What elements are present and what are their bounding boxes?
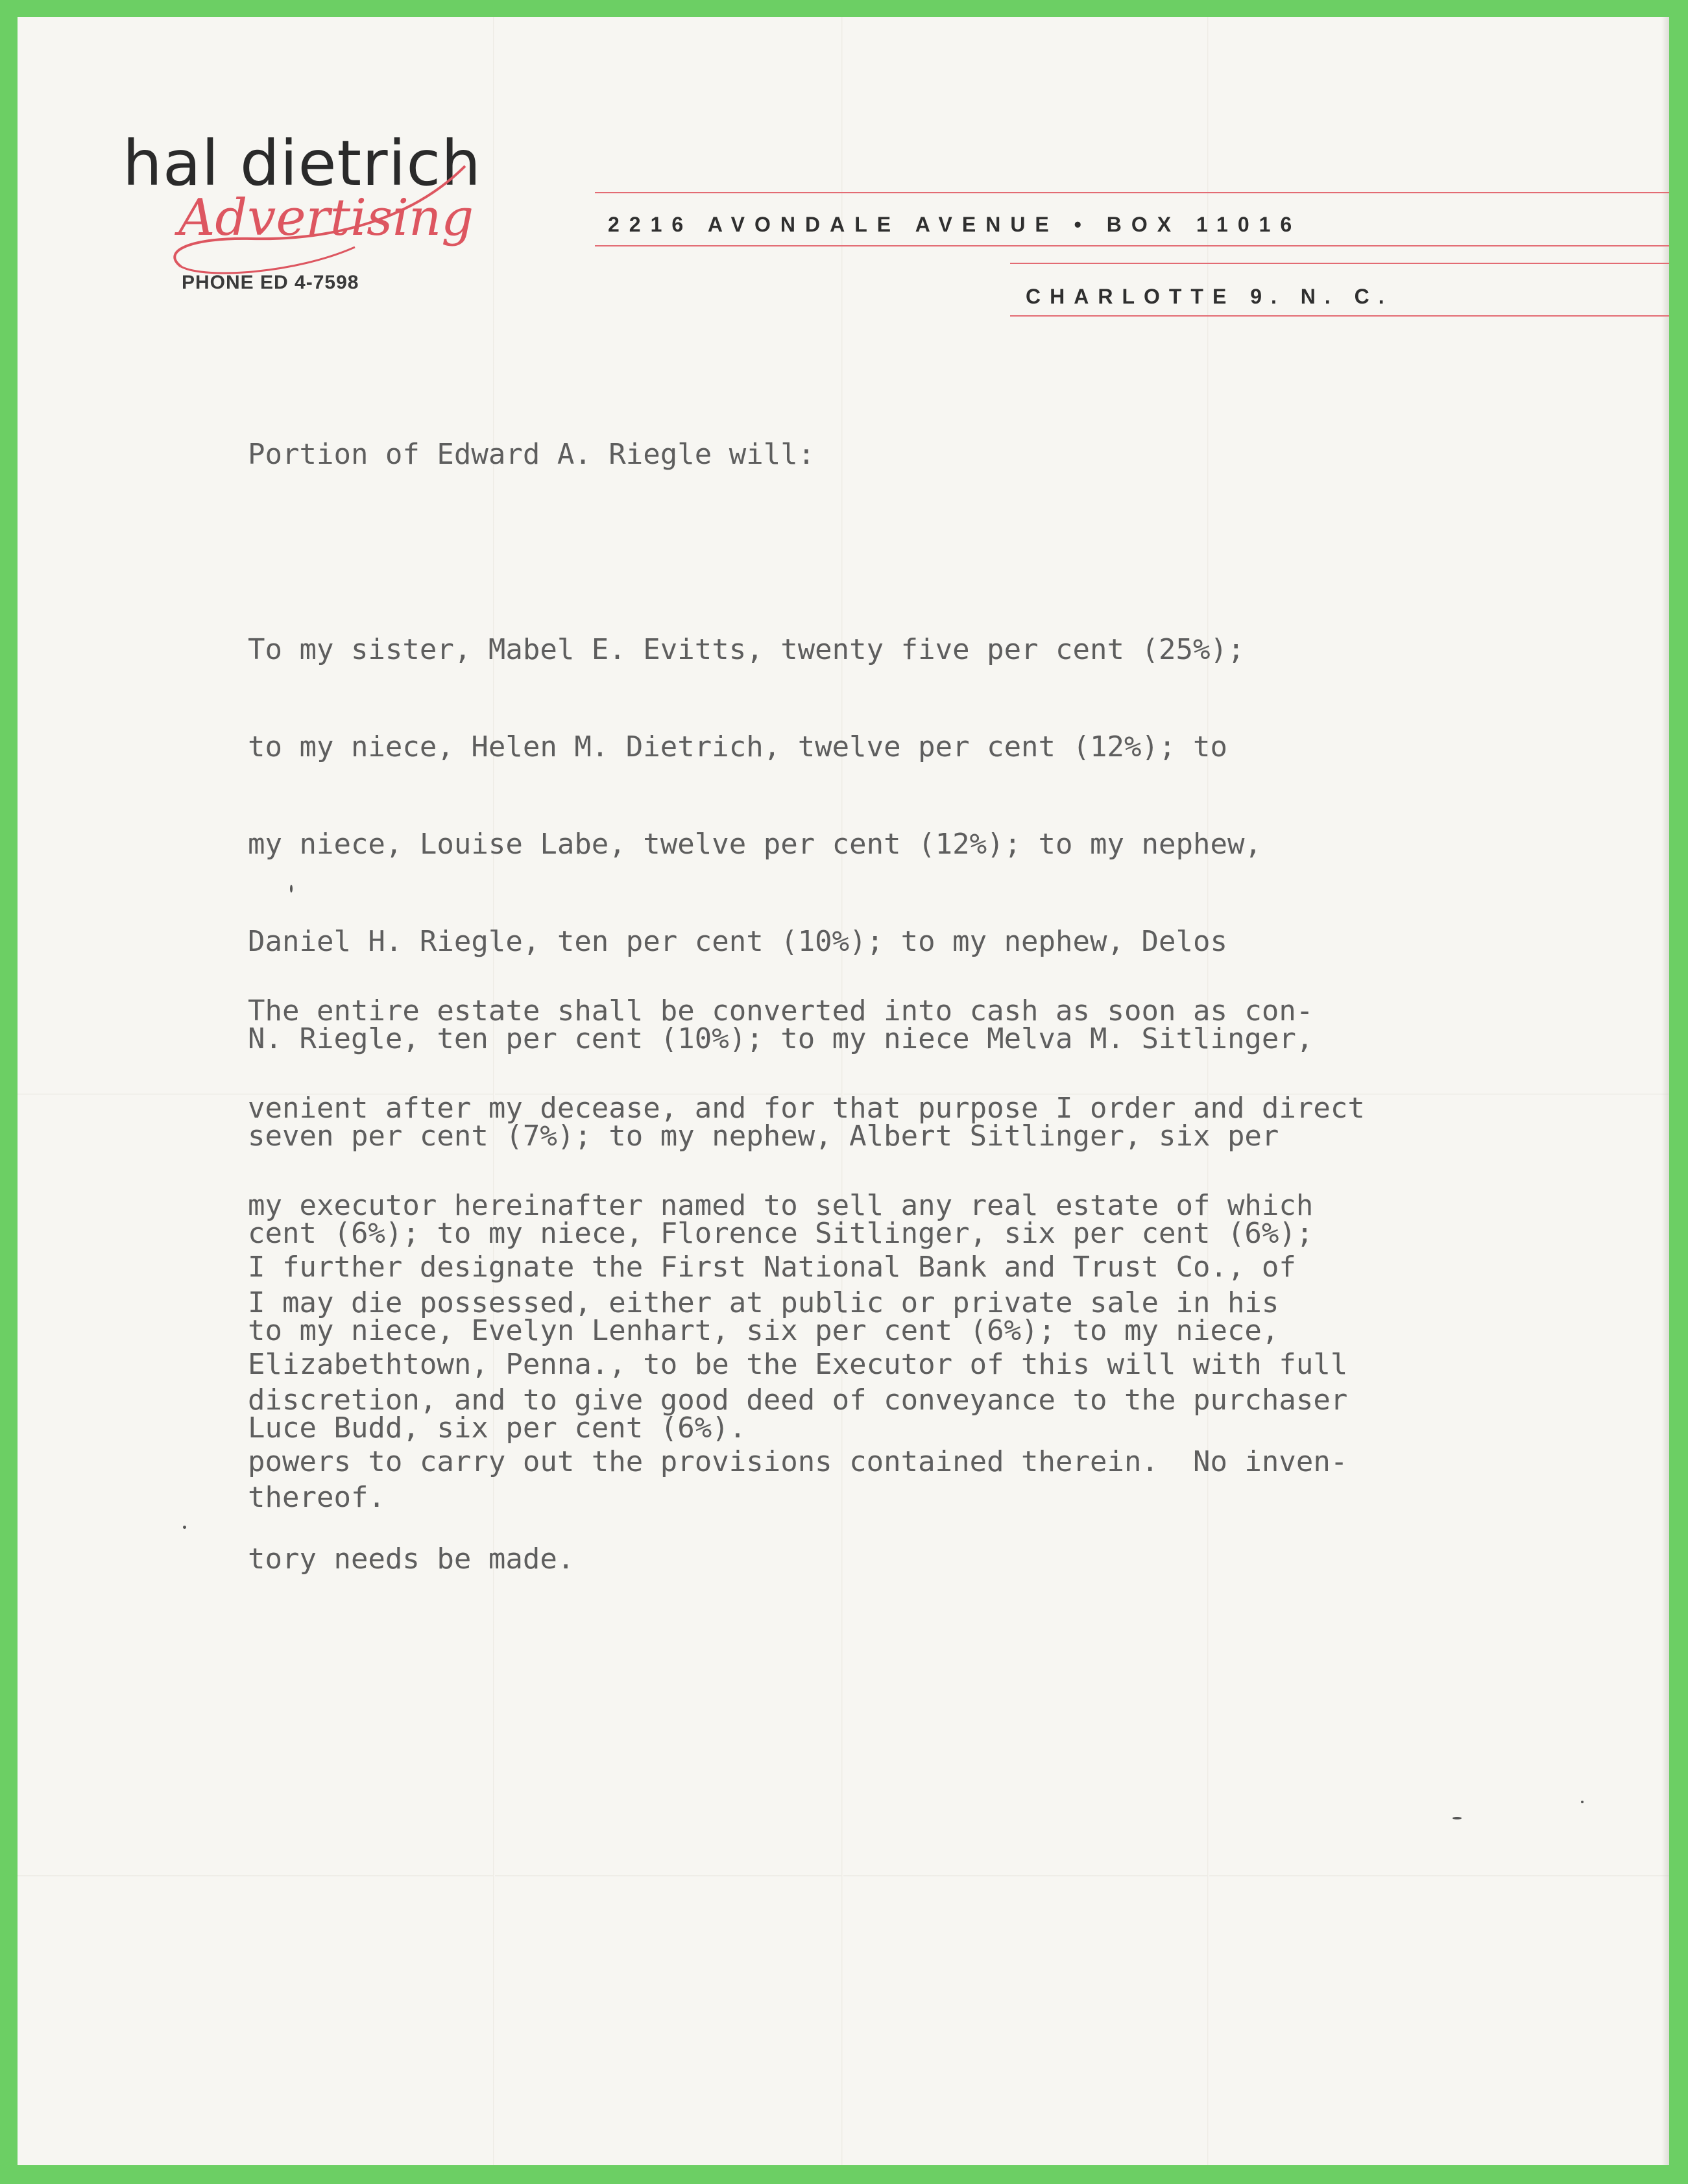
page-edge-shadow [1661, 17, 1669, 2165]
text-line: To my sister, Mabel E. Evitts, twenty five per cent (25%); [248, 633, 1245, 666]
address-city: CHARLOTTE 9. N. C. [1026, 285, 1393, 308]
text-line: my executor hereinafter named to sell any real estate of which [248, 1189, 1314, 1222]
paper-speck [1453, 1817, 1462, 1819]
letterhead-rule [1010, 315, 1669, 317]
text-line: tory needs be made. [248, 1542, 575, 1576]
text-line: to my niece, Helen M. Dietrich, twelve per cent (12%); to [248, 730, 1227, 763]
text-line: I further designate the First National Bank and Trust Co., of [248, 1251, 1296, 1284]
paper-speck [1581, 1801, 1584, 1803]
text-line: thereof. [248, 1481, 385, 1514]
letter-page [18, 17, 1669, 2165]
text-line: Luce Budd, six per cent (6%). [248, 1411, 747, 1445]
address-street: 2216 AVONDALE AVENUE • BOX 11016 [608, 213, 1302, 236]
text-line: I may die possessed, either at public or private sale in his [248, 1286, 1279, 1319]
text-line: venient after my decease, and for that purpose I order and direct [248, 1092, 1365, 1125]
text-line: discretion, and to give good deed of conveyance to the purchaser [248, 1384, 1348, 1417]
company-tagline: Advertising [178, 189, 474, 247]
paper-speck [290, 885, 293, 893]
paper-fold-horizontal [18, 1875, 1669, 1877]
text-line: my niece, Louise Labe, twelve per cent (12%); to my nephew, [248, 828, 1262, 861]
text-line: to my niece, Evelyn Lenhart, six per cent (6%); to my niece, [248, 1314, 1279, 1347]
letterhead-rule [1010, 263, 1669, 264]
text-line: N. Riegle, ten per cent (10%); to my niece Melva M. Sitlinger, [248, 1022, 1314, 1055]
text-line: powers to carry out the provisions contained therein. No inven- [248, 1445, 1348, 1478]
text-line: The entire estate shall be converted into cash as soon as con- [248, 994, 1314, 1027]
company-name: hal dietrich [123, 127, 481, 200]
phone-number: PHONE ED 4-7598 [182, 272, 359, 293]
text-line: Elizabethtown, Penna., to be the Executor of this will with full [248, 1348, 1348, 1381]
text-line: cent (6%); to my niece, Florence Sitlinger, six per cent (6%); [248, 1217, 1314, 1250]
text-line: Daniel H. Riegle, ten per cent (10%); to my nephew, Delos [248, 925, 1227, 958]
executor-paragraph [248, 1186, 1347, 1640]
text-line: seven per cent (7%); to my nephew, Albert Sitlinger, six per [248, 1120, 1279, 1153]
paper-speck [183, 1526, 186, 1529]
letterhead-rule [595, 245, 1669, 246]
letter-heading: Portion of Edward A. Riegle will: [248, 438, 815, 471]
letterhead-rule [595, 192, 1669, 193]
